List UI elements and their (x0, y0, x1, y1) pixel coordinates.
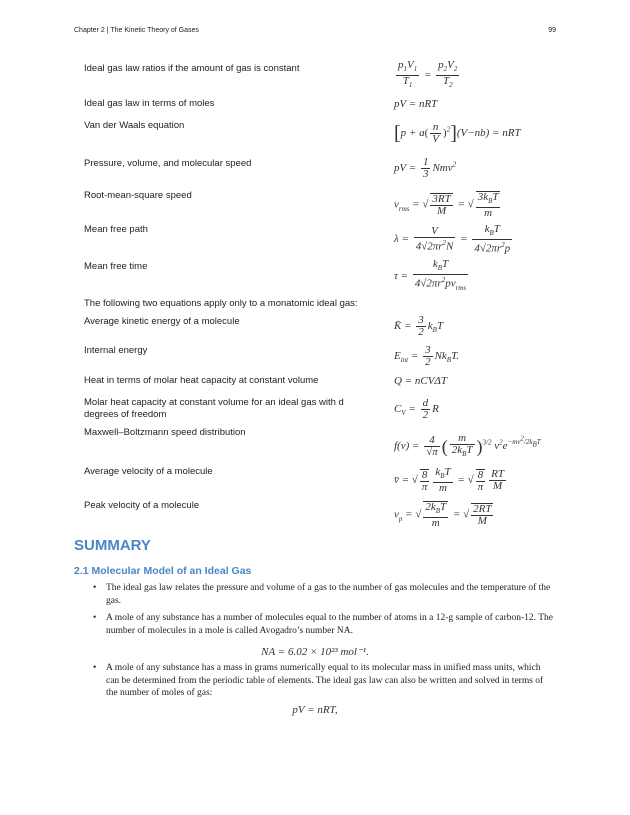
summary-bullet: • A mole of any substance has a mass in grams numerically equal to its molecular mass in unified mass units, which can be determined from the periodic table of elements. The ideal gas law can also be written and solved in terms of the number of moles of gas: (93, 663, 544, 698)
row-label: Mean free path (84, 224, 148, 235)
row-label: Molar heat capacity at constant volume for an ideal gas with d degrees of freedom (84, 397, 344, 420)
equation-internal-energy: $E_{int}$ = $\frac{3}{2}$ $Nk_BT$. (394, 344, 460, 368)
summary-bullet: • A mole of any substance has a number of molecules equal to the number of atoms in a 12-g sample of carbon-12. The number of molecules in a mole is called Avogadro’s number NA. (93, 613, 553, 636)
row-label: Mean free time (84, 261, 148, 272)
bullet-dot: • (93, 663, 97, 673)
row-label: Maxwell–Boltzmann speed distribution (84, 427, 246, 438)
section-heading: 2.1 Molecular Model of an Ideal Gas (74, 565, 252, 577)
row-label: Average kinetic energy of a molecule (84, 316, 240, 327)
row-label: Average velocity of a molecule (84, 466, 213, 477)
equation-maxwell-boltzmann: f(v) = $\frac{4}{√\pi}$ ( $\frac{m}{2k_BT}$ )$^{3/2}$ $v^2e^{-mv^2/2k_BT}$ (394, 431, 541, 459)
bullet-dot: • (93, 613, 97, 623)
equation-ideal-gas-moles: pV = nRT (394, 98, 438, 110)
equation-ideal-gas-ratio: $\frac{p_1V_1}{T_1}$ = $\frac{p_2V_2}{T_2}$ (398, 59, 458, 90)
row-label: Heat in terms of molar heat capacity at constant volume (84, 375, 319, 386)
equation-average-velocity: v̄ = √ $\frac{8}{\pi}$ $\frac{k_BT}{m}$ = √ $\frac{8}{\pi}$ $\frac{RT}{M}$ (394, 466, 504, 495)
row-label: Ideal gas law ratios if the amount of gas is constant (84, 63, 300, 74)
chapter-title: Chapter 2 | The Kinetic Theory of Gases (74, 27, 199, 34)
row-label: Van der Waals equation (84, 120, 185, 131)
summary-bullet: • The ideal gas law relates the pressure and volume of a gas to the number of gas molecules and the temperature of the gas. (93, 583, 551, 606)
equation-peak-velocity: $v_p$ = √ $\frac{2k_BT}{m}$ = √ $\frac{2RT}{M}$ (394, 501, 492, 530)
row-label: Peak velocity of a molecule (84, 500, 200, 511)
row-label: Internal energy (84, 345, 148, 356)
row-label: Root-mean-square speed (84, 190, 192, 201)
row-label: Pressure, volume, and molecular speed (84, 158, 252, 169)
summary-heading: SUMMARY (74, 537, 151, 554)
equation-pressure-volume-speed: pV = $\frac{1}{3}$ Nmv$^2$ (394, 156, 457, 180)
bullet-dot: • (93, 583, 97, 593)
equation-rms-speed: $v_{rms}$ = √ $\frac{3RT}{M}$ = √ $\frac{3k_BT}{m}$ (394, 191, 499, 220)
equation-mean-free-path: λ = $\frac{V}{4√2\pi r^2N}$ = $\frac{k_BT}{4√2\pi r^2p}$ (394, 223, 511, 255)
page-number: 99 (548, 27, 556, 34)
equation-average-kinetic-energy: K̄ = $\frac{3}{2}$ $k_BT$ (394, 314, 444, 338)
row-label: Ideal gas law in terms of moles (84, 98, 215, 109)
page-header (74, 27, 556, 39)
equation-mean-free-time: τ = $\frac{k_BT}{4√2\pi r^2pv_{rms}}$ (394, 258, 467, 293)
equation-avogadro: NA = 6.02 × 10²³ mol⁻¹. (261, 646, 369, 658)
equation-van-der-waals: [p + a( $\frac{n}{V}$ )$^2$](V−nb) = nRT (394, 121, 521, 145)
monatomic-note: The following two equations apply only to a monatomic ideal gas: (84, 298, 358, 309)
equation-ideal-gas-summary: pV = nRT, (292, 704, 338, 716)
equation-molar-heat-capacity: $C_V$ = $\frac{d}{2}$ R (394, 397, 439, 421)
equation-heat-molar: Q = nCVΔT (394, 375, 447, 387)
